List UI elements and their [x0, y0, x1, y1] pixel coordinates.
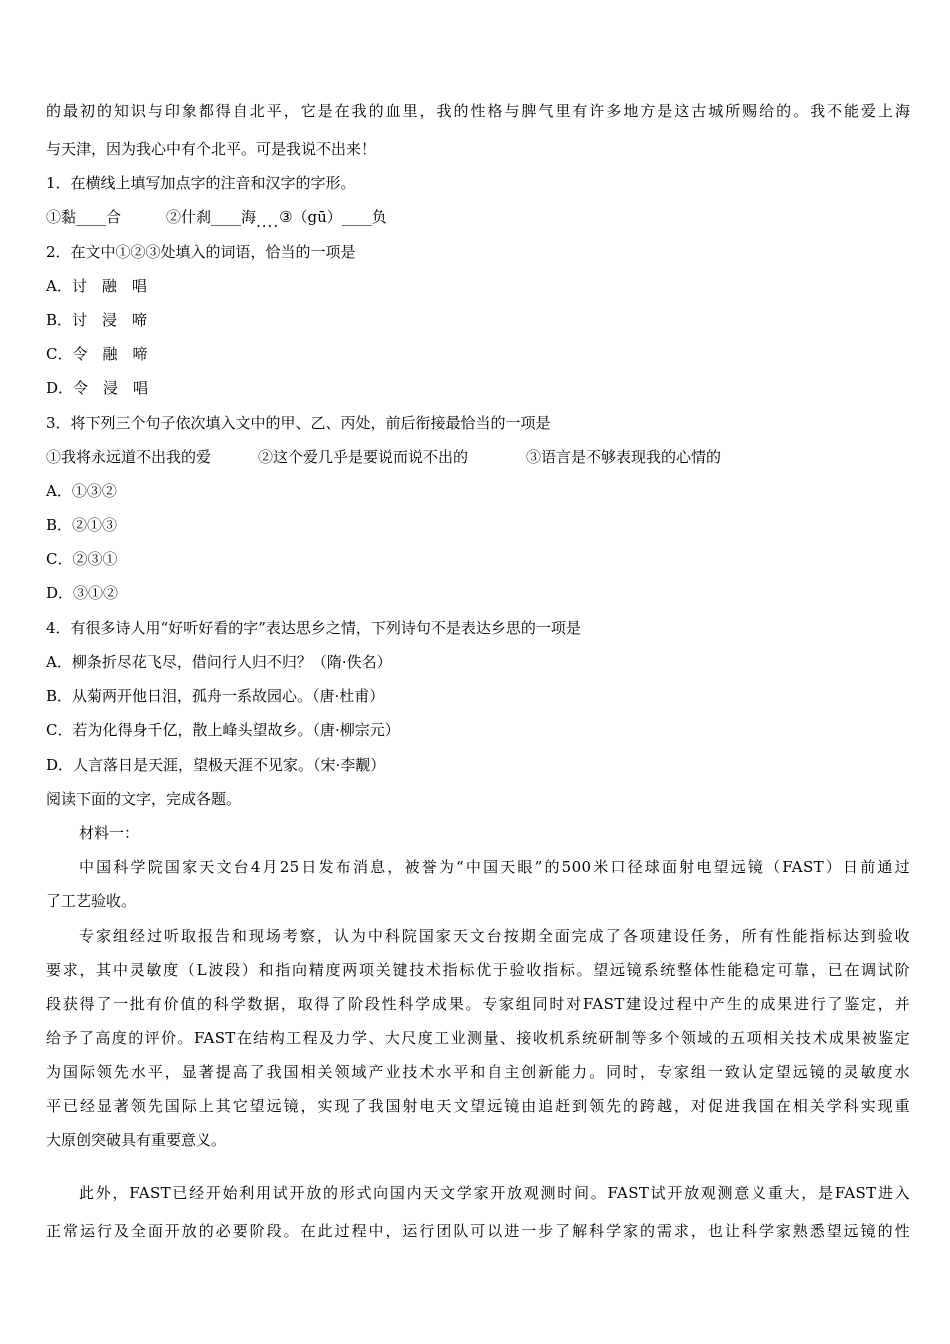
question-3-option: C．②③① — [46, 550, 118, 568]
question-2-option: C．令 融 啼 — [46, 345, 148, 363]
question-3-sentence-2: ②这个爱几乎是要说而说不出的 — [258, 448, 469, 466]
paragraph-line: 要求，其中灵敏度（L波段）和指向精度两项关键技术指标优于验收指标。望远镜系统整体性能稳定可靠，已在调试阶 — [46, 961, 910, 979]
emphasis-dots: .... — [256, 213, 280, 231]
question-3-sentences — [46, 447, 910, 467]
paragraph-line: 专家组经过听取报告和现场考察，认为中科院国家天文台按期全面完成了各项建设任务，所有性能指标达到验收 — [79, 927, 910, 945]
paragraph-line: 大原创突破具有重要意义。 — [46, 1131, 227, 1149]
question-3-option: D．③①② — [46, 584, 119, 602]
question-1-part-b: ②什刹____海 — [166, 208, 257, 226]
paragraph-line: 此外，FAST已经开始利用试开放的形式向国内天文学家开放观测时间。FAST试开放观测意义重大，是FAST进入 — [79, 1184, 910, 1202]
question-3-sentence-1: ①我将永远道不出我的爱 — [46, 448, 212, 466]
question-4-option: C．若为化得身千亿，散上峰头望故乡。（唐·柳宗元） — [46, 721, 400, 739]
question-1-stem: 1．在横线上填写加点字的注音和汉字的字形。 — [46, 174, 356, 192]
intro-line: 的最初的知识与印象都得自北平，它是在我的血里，我的性格与脾气里有许多地方是这古城所赐给的。我不能爱上海 — [46, 102, 910, 120]
question-4-option: D．人言落日是天涯，望极天涯不见家。（宋·李觏） — [46, 756, 386, 774]
paragraph-line: 为国际领先水平，显著提高了我国相关领域产业技术水平和自主创新能力。同时，专家组一致认定望远镜的灵敏度水 — [46, 1063, 910, 1081]
question-2-stem: 2．在文中①②③处填入的词语，恰当的一项是 — [46, 243, 356, 261]
paragraph-line: 正常运行及全面开放的必要阶段。在此过程中，运行团队可以进一步了解科学家的需求，也让科学家熟悉望远镜的性 — [46, 1222, 910, 1240]
paragraph-line: 给予了高度的评价。FAST在结构工程及力学、大尺度工业测量、接收机系统研制等多个领域的五项相关技术成果被鉴定 — [46, 1029, 910, 1047]
paragraph-line: 段获得了一批有价值的科学数据，取得了阶段性科学成果。专家组同时对FAST建设过程中产生的成果进行了鉴定，并 — [46, 995, 910, 1013]
intro-line: 与天津，因为我心中有个北平。可是我说不出来！ — [46, 140, 377, 158]
paragraph-line: 中国科学院国家天文台4月25日发布消息，被誉为“中国天眼”的500米口径球面射电望远镜（FAST）日前通过 — [79, 858, 910, 876]
question-4-option: B．从菊两开他日泪，孤舟一系故园心。（唐·杜甫） — [46, 687, 385, 705]
reading-instruction: 阅读下面的文字，完成各题。 — [46, 790, 242, 808]
question-1-part-a: ①黏____合 — [46, 208, 122, 226]
question-2-option: A．讨 融 唱 — [46, 277, 147, 295]
question-2-option: B．讨 浸 啼 — [46, 311, 148, 329]
paragraph-line: 了工艺验收。 — [46, 892, 137, 910]
question-3-option: A．①③② — [46, 482, 117, 500]
question-1-parts — [46, 207, 910, 231]
question-2-option: D．令 浸 唱 — [46, 379, 149, 397]
question-3-stem: 3．将下列三个句子依次填入文中的甲、乙、丙处，前后衔接最恰当的一项是 — [46, 414, 551, 432]
material-label: 材料一： — [79, 824, 140, 842]
paragraph-line: 平已经显著领先国际上其它望远镜，实现了我国射电天文望远镜由追赶到领先的跨越，对促进我国在相关学科实现重 — [46, 1097, 910, 1115]
question-3-sentence-3: ③语言是不够表现我的心情的 — [526, 448, 722, 466]
question-4-stem: 4．有很多诗人用“好听好看的字”表达思乡之情，下列诗句不是表达乡思的一项是 — [46, 619, 581, 637]
question-1-part-c: ③（gū）____负 — [279, 208, 387, 226]
question-4-option: A．柳条折尽花飞尽，借问行人归不归？（隋·佚名） — [46, 653, 392, 671]
question-3-option: B．②①③ — [46, 516, 118, 534]
